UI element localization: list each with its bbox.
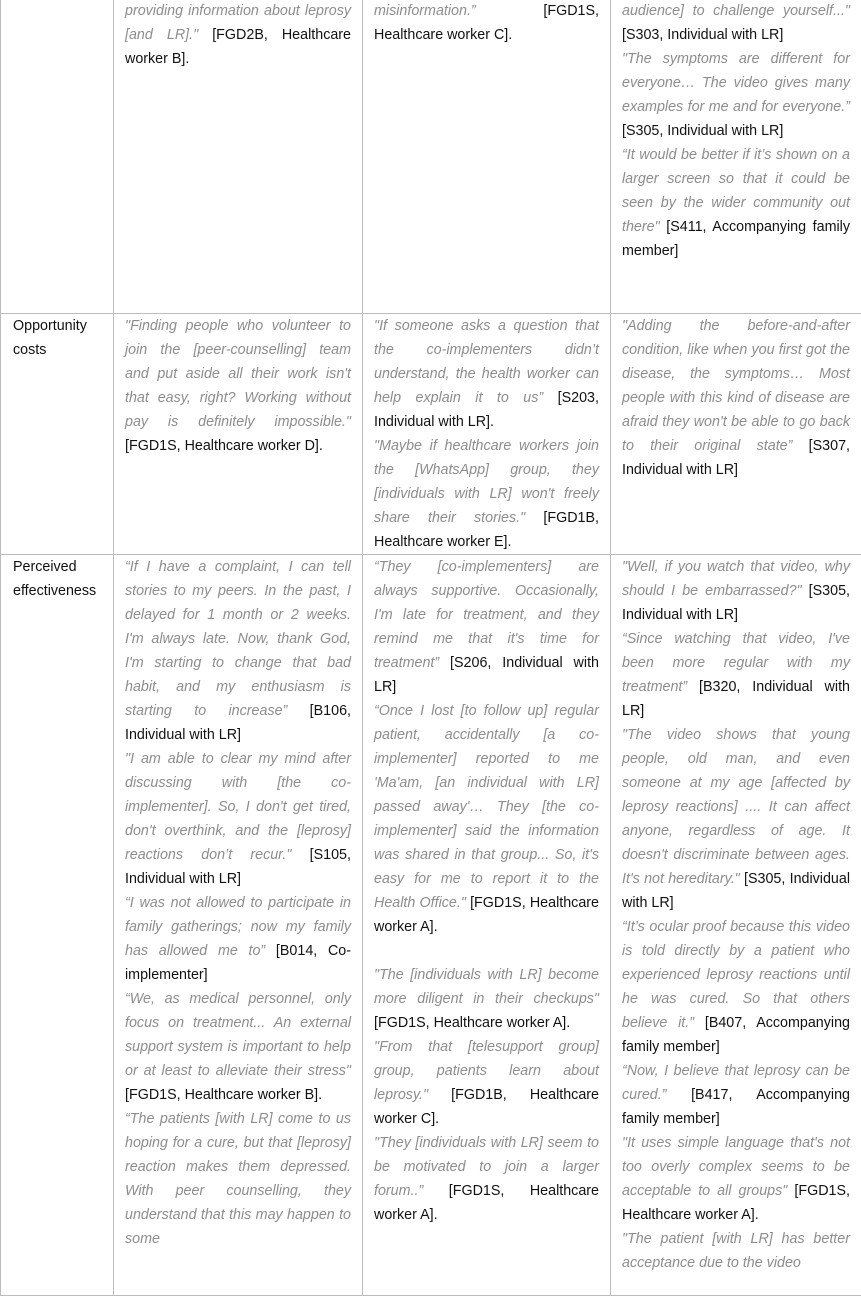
quote-text: "I am able to clear my mind after discussing with [the co-implementer]. So, I don't get tired, don't overthink, and the [leprosy] reactions don’t recur." [125,751,351,863]
row-header: Opportunity costs [1,314,114,555]
quote-entry [622,314,850,482]
row-header [1,0,114,314]
quote-source: [S305, Individual with LR] [622,871,850,911]
quote-entry [622,723,850,915]
quote-entry [622,0,850,47]
quote-cell-healthcare-workers [114,555,363,1296]
quote-text: "The symptoms are different for everyone… The video gives many examples for me and for everyone.” [622,51,850,115]
quote-source: [FGD1S, Healthcare worker C]. [374,3,599,43]
quote-source: [FGD1S, Healthcare worker B]. [125,1087,322,1103]
quote-text: "Well, if you watch that video, why should I be embarrassed?" [622,559,850,599]
quote-cell-healthcare-workers [114,314,363,555]
quote-source: [FGD1S, Healthcare worker A]. [622,1183,850,1223]
quote-entry [374,0,599,47]
table-row-opportunity-costs [1,314,861,555]
quote-source: [FGD2B, Healthcare worker B]. [125,27,351,67]
quote-source: [FGD1S, Healthcare worker A]. [374,1183,599,1223]
quote-entry [622,915,850,1059]
quote-source: [FGD1S, Healthcare worker D]. [125,438,323,454]
quote-entry [622,1059,850,1131]
quote-cell-telesupport [363,314,611,555]
quote-entry [125,891,351,987]
row-header: Perceived effectiveness [1,555,114,1296]
quote-text: “It’s ocular proof because this video is told directly by a patient who experienced leprosy reactions until he was cured. So that others believe it.” [622,919,850,1031]
table-body [1,0,861,1296]
quote-entry [125,1107,351,1251]
quote-cell-telesupport [363,555,611,1296]
quote-source: [S303, Individual with LR] [622,27,783,43]
quote-text: “Once I lost [to follow up] regular patient, accidentally [a co-implementer] reported to me 'Ma'am, [an individual with LR] passed away'… They [the co-implementer] said the information was shared in that group... So, it's easy for me to report it to the Health Office." [374,703,599,911]
quote-source: [S305, Individual with LR] [622,123,783,139]
quote-entry [374,555,599,699]
quote-cell-video [611,0,861,314]
quote-text: "They [individuals with LR] seem to be motivated to join a larger forum..” [374,1135,599,1199]
quote-text: misinformation.” [374,3,476,19]
quote-source: [B407, Accompanying family member] [622,1015,850,1055]
quote-cell-video [611,314,861,555]
quote-text: "If someone asks a question that the co-implementers didn’t understand, the health worker can help explain it to us” [374,318,599,406]
quote-entry [622,1131,850,1227]
table-row-perceived-effectiveness [1,555,861,1296]
table-row-continued [1,0,861,314]
quote-entry [374,939,599,963]
quote-cell-video [611,555,861,1296]
quote-entry [374,1035,599,1131]
quote-source: [S206, Individual with LR] [374,655,599,695]
quote-entry [125,747,351,891]
quote-source: [FGD1S, Healthcare worker A]. [374,895,599,935]
quote-text: "Maybe if healthcare workers join the [WhatsApp] group, they [individuals with LR] won't freely share their stories." [374,438,599,526]
quote-text: "The [individuals with LR] become more diligent in their checkups" [374,967,599,1007]
quote-source: [B106, Individual with LR] [125,703,351,743]
quote-entry [374,434,599,554]
quote-entry [125,987,351,1107]
quote-text: "It uses simple language that's not too overly complex seems to be acceptable to all groups" [622,1135,850,1199]
quote-text: “If I have a complaint, I can tell stories to my peers. In the past, I delayed for 1 month or 2 weeks. I'm always late. Now, thank God, I'm starting to change that bad habit, and my enthusiasm is starting to increase” [125,559,351,719]
quote-source: [B014, Co-implementer] [125,943,351,983]
quote-text: “Now, I believe that leprosy can be cured.” [622,1063,850,1103]
quote-text: “I was not allowed to participate in family gatherings; now my family has allowed me to” [125,895,351,959]
quote-text: providing information about leprosy [and LR]." [125,3,351,43]
quote-source: [FGD1B, Healthcare worker C]. [374,1087,599,1127]
quote-cell-telesupport [363,0,611,314]
quote-text: "The patient [with LR] has better acceptance due to the video [622,1231,850,1271]
quote-text: “It would be better if it’s shown on a larger screen so that it could be seen by the wider community out there" [622,147,850,235]
quote-cell-healthcare-workers [114,0,363,314]
quote-source: [FGD1S, Healthcare worker A]. [374,1015,570,1031]
quote-entry [622,627,850,723]
quote-source: [S203, Individual with LR]. [374,390,599,430]
quote-entry [374,1131,599,1227]
quote-entry [622,555,850,627]
quote-source: [FGD1B, Healthcare worker E]. [374,510,599,550]
quote-source: [S105, Individual with LR] [125,847,351,887]
quote-text: "Adding the before-and-after condition, like when you first got the disease, the symptoms… Most people with this kind of disease are afraid they won't be able to go back to their original state” [622,318,850,454]
quote-source: [S305, Individual with LR] [622,583,850,623]
quote-entry [622,47,850,143]
quote-entry [622,1227,850,1275]
quote-source: [B417, Accompanying family member] [622,1087,850,1127]
quote-entry [622,143,850,263]
quote-text: “Since watching that video, I've been more regular with my treatment” [622,631,850,695]
quote-text: audience] to challenge yourself..." [622,3,850,19]
quote-entry [374,963,599,1035]
quote-entry [125,555,351,747]
quote-entry [125,0,351,71]
quote-source: [S411, Accompanying family member] [622,219,850,259]
quote-source: [S307, Individual with LR] [622,438,850,478]
quote-entry [374,314,599,434]
quote-text: "The video shows that young people, old man, and even someone at my age [affected by leprosy reactions] .... It can affect anyone, regardless of age. It doesn't discriminate between ages. It's not hereditary." [622,727,850,887]
quote-source: [B320, Individual with LR] [622,679,850,719]
quote-text: “The patients [with LR] come to us hoping for a cure, but that [leprosy] reaction makes them depressed. With peer counselling, they understand that this may happen to some [125,1111,351,1247]
quote-entry [374,699,599,939]
quote-entry [125,314,351,458]
quote-text: “They [co-implementers] are always supportive. Occasionally, I'm late for treatment, and they remind me that it's time for treatment” [374,559,599,671]
quote-text: "From that [telesupport group] group, patients learn about leprosy." [374,1039,599,1103]
quote-text: “We, as medical personnel, only focus on treatment... An external support system is important to help or at least to alleviate their stress" [125,991,351,1079]
quote-text: "Finding people who volunteer to join the [peer-counselling] team and put aside all their work isn't that easy, right? Working without pay is definitely impossible." [125,318,351,430]
